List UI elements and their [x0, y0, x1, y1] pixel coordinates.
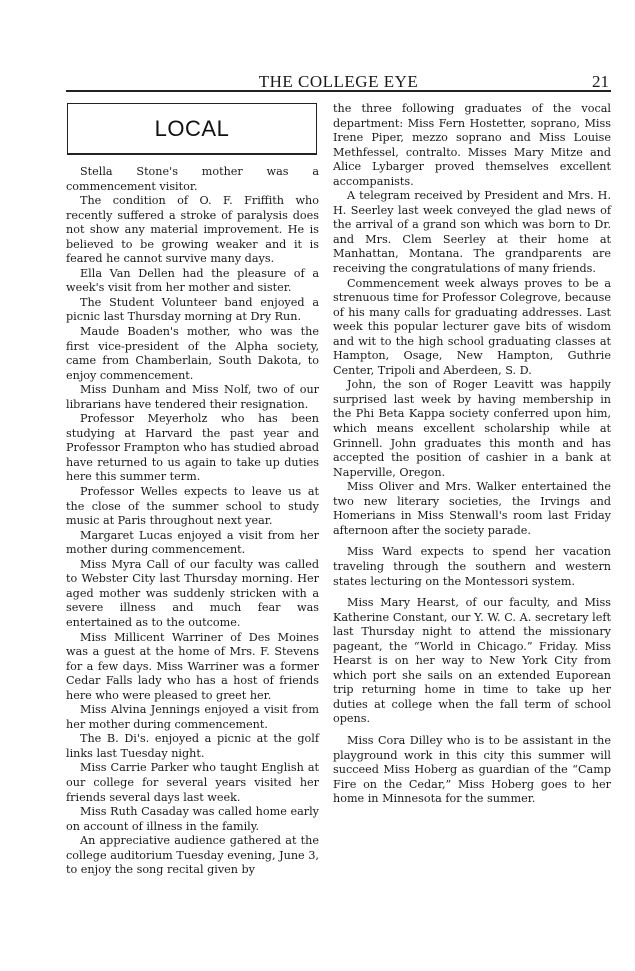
right-column: [333, 102, 611, 807]
page-header: [66, 70, 611, 92]
left-column: [66, 165, 319, 878]
news-item: Stella Stone's mother was a commencement visitor.: [66, 165, 319, 193]
news-item: The B. Di's. enjoyed a picnic at the golf links last Tuesday night.: [66, 732, 319, 760]
news-item: Margaret Lucas enjoyed a visit from her mother during commencement.: [66, 528, 319, 557]
news-item: Miss Mary Hearst, of our faculty, and Miss Katherine Constant, our Y. W. C. A. secretary left last Thursday night to attend the missionary pageant, the “World in Chicago.” Friday. Miss Hearst is on her way to New York City from which port she sails on an extended Euporean trip returning home in time to take up her duties at college when the fall term of school opens.: [333, 596, 611, 726]
news-item: Miss Ruth Casaday was called home early on account of illness in the family.: [66, 805, 319, 833]
news-item: John, the son of Roger Leavitt was happily surprised last week by having membership in the Phi Beta Kappa society conferred upon him, which means excellent scholarship while at Grinnell. John graduates this month and has accepted the position of cashier in a bank at Naperville, Oregon.: [333, 378, 611, 479]
publication-title: THE COLLEGE EYE: [258, 72, 419, 91]
news-item: Miss Alvina Jennings enjoyed a visit from her mother during commencement.: [66, 703, 319, 731]
page-number: 21: [592, 72, 609, 91]
news-item: Miss Myra Call of our faculty was called to Webster City last Thursday morning. Her aged mother was suddenly stricken with a severe illness and much fear was entertained as to the outcome.: [66, 557, 319, 629]
section-title: LOCAL: [154, 115, 230, 141]
news-item: Miss Oliver and Mrs. Walker entertained the two new literary societies, the Irvings and Homerians in Miss Stenwall's room last Friday afternoon after the society parade.: [333, 480, 611, 537]
news-item: An appreciative audience gathered at the college auditorium Tuesday evening, June 3, to enjoy the song recital given by: [66, 834, 319, 877]
news-item: The Student Volunteer band enjoyed a picnic last Thursday morning at Dry Run.: [66, 295, 319, 324]
news-item: Miss Dunham and Miss Nolf, two of our librarians have tendered their resignation.: [66, 383, 319, 411]
news-item: Ella Van Dellen had the pleasure of a week's visit from her mother and sister.: [66, 266, 319, 295]
news-item: Professor Meyerholz who has been studying at Harvard the past year and Professor Frampton who has studied abroad have returned to us again to take up duties here this summer term.: [66, 412, 319, 484]
news-item: The condition of O. F. Friffith who recently suffered a stroke of paralysis does not show any material improvement. He is believed to be growing weaker and it is feared he cannot survive many days.: [66, 194, 319, 266]
news-item: Maude Boaden's mother, who was the first vice-president of the Alpha society, came from Chamberlain, South Dakota, to enjoy commencement.: [66, 325, 319, 382]
news-item: Professor Welles expects to leave us at the close of the summer school to study music at Paris throughout next year.: [66, 485, 319, 528]
news-item-continuation: the three following graduates of the vocal department: Miss Fern Hostetter, soprano, Miss Irene Piper, mezzo soprano and Miss Louise Methfessel, contralto. Misses Mary Mitze and Alice Lybarger proved themselves excellent accompanists.: [333, 102, 611, 188]
news-item: Miss Millicent Warriner of Des Moines was a guest at the home of Mrs. F. Stevens for a few days. Miss Warriner was a former Cedar Falls lady who has a host of friends here who were pleased to greet her.: [66, 630, 319, 702]
news-item: Commencement week always proves to be a strenuous time for Professor Colegrove, because of his many calls for graduating addresses. Last week this popular lecturer gave bits of wisdom and wit to the high school graduating classes at Hampton, Osage, New Hampton, Guthrie Center, Tripoli and Aberdeen, S. D.: [333, 276, 611, 377]
news-item: Miss Carrie Parker who taught English at our college for several years visited her friends several days last week.: [66, 761, 319, 804]
news-item: Miss Cora Dilley who is to be assistant in the playground work in this city this summer will succeed Miss Hoberg as guardian of the “Camp Fire on the Cedar,” Miss Hoberg goes to her home in Minnesota for the summer.: [333, 733, 611, 806]
section-heading-box: [67, 103, 317, 155]
news-item: Miss Ward expects to spend her vacation traveling through the southern and western states lecturing on the Montessori system.: [333, 545, 611, 588]
news-item: A telegram received by President and Mrs. H. H. Seerley last week conveyed the glad news of the arrival of a grand son which was born to Dr. and Mrs. Clem Seerley at their home at Manhattan, Montana. The grandparents are receiving the congratulations of many friends.: [333, 189, 611, 276]
